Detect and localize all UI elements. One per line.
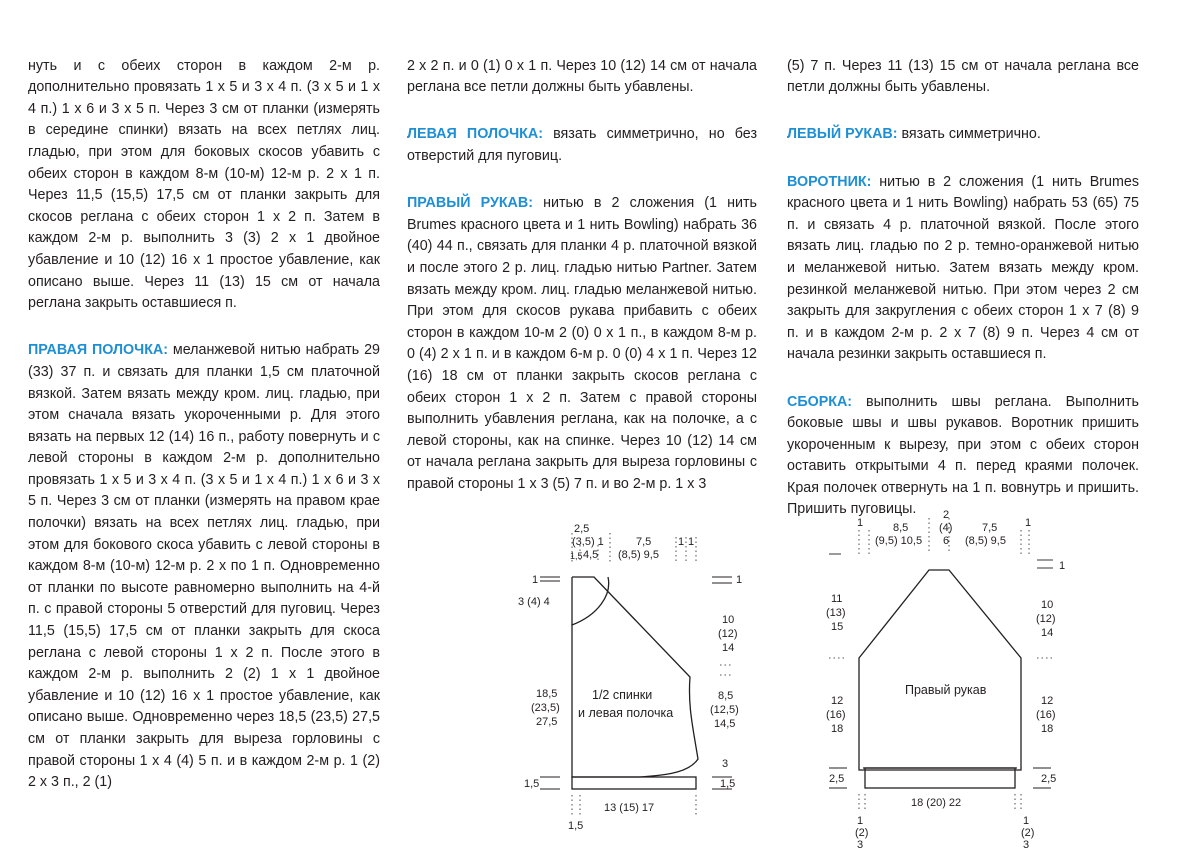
label-right-s1: 12 xyxy=(1041,695,1054,707)
label-top-1b: 1 xyxy=(1025,517,1032,529)
section-heading-collar: ВОРОТНИК: xyxy=(787,173,872,190)
label-left-s2: (16) xyxy=(826,709,846,721)
section-heading-right-front: ПРАВАЯ ПОЛОЧКА: xyxy=(28,342,169,359)
label-bottom-l1: 1 xyxy=(857,815,864,827)
bottom-band xyxy=(572,777,696,789)
right-sleeve-continued: (5) 7 п. Через 11 (13) 15 см от начала реглана все петли должны быть убавлены. xyxy=(787,57,1139,96)
right-front-continued: 2 х 2 п. и 0 (1) 0 х 1 п. Через 10 (12) 14 см от начала реглана все петли должны быть убавлены. xyxy=(407,57,757,96)
label-right-r2: (12) xyxy=(1036,613,1056,625)
collar-text: нитью в 2 сложения (1 нить Brumes красного цвета и 1 нить Bowling) набрать 53 (65) 75 п. и связать 4 р. платочной вязкой. После этого вязать лиц. гладью по 2 р. темно-оранжевой нитью и меланжевой нитью. Затем вязать между кром. резинкой меланжевой нитью. При этом через 2 см закрыть для закругления с обеих сторон 1 х 7 (8) 9 п. и в каждом 2-м р. 2 х 7 (8) 9 п. Через 4 см от начала резинки закрыть оставшиеся п. xyxy=(787,173,1139,363)
sleeve-schematic xyxy=(815,510,1075,850)
label-top-r2: (8,5) 9,5 xyxy=(965,535,1006,547)
label-left-r2: (13) xyxy=(826,607,846,619)
back-front-outline xyxy=(572,577,698,777)
label-top-h: 1 xyxy=(688,536,695,548)
sleeve-outline xyxy=(859,570,1021,770)
label-bottom-r3: 3 xyxy=(1023,839,1030,851)
back-instructions-continued: нуть и с обеих сторон в каждом 2-м р. дополнительно провязать 1 х 5 и 3 х 4 п. (3 х 5 и 1 х 4 п.) 1 х 6 и 3 х 5 п. Через 3 см от планки (измерять в середине спинки) вязать на всех петлях лиц. гладью, при этом для боковых скосов убавить с обеих сторон в каждом 8-м (10-м) 12-м р. 2 х 1 п. Через 11,5 (15,5) 17,5 см от планки закрыть для скосов реглана с обеих сторон 1 х 2 п. Затем в каждом 2-м р. выполнить 3 (3) 2 х 1 двойное убавление и 10 (12) 16 х 1 простое убавление, как описано выше. Через 11 (13) 15 см от начала реглана закрыть оставшиеся п. xyxy=(28,57,380,312)
label-bottom-l3: 3 xyxy=(857,839,864,851)
label-bottom-width: 13 (15) 17 xyxy=(604,802,655,814)
back-front-schematic xyxy=(500,515,790,850)
label-left-1: 1 xyxy=(532,574,539,586)
label-right-1: 1 xyxy=(1059,560,1066,572)
assembly-text: выполнить швы реглана. Выполнить боковые швы и швы рукавов. Воротник пришить укороченным к вырезу, при этом с обеих сторон оставить открытыми 4 п. перед краями полочек. Края полочек отвернуть на 1 п. вовнутрь и пришить. Пришить пуговицы. xyxy=(787,393,1139,518)
text-column-3 xyxy=(787,34,1139,547)
label-left-s3: 18 xyxy=(831,723,844,735)
label-left-band: 2,5 xyxy=(829,773,845,785)
label-top-r1: 7,5 xyxy=(982,522,998,534)
label-right-r3: 14 xyxy=(722,642,735,654)
label-top-c2: (4) xyxy=(939,522,953,534)
label-bottom-r2: (2) xyxy=(1021,827,1035,839)
section-heading-assembly: СБОРКА: xyxy=(787,393,853,410)
assembly-section xyxy=(787,392,1139,522)
label-top-e: 7,5 xyxy=(636,536,652,548)
label-top-c1: 2 xyxy=(943,509,950,521)
label-right-r2: (12) xyxy=(718,628,738,640)
label-right-r1: 10 xyxy=(1041,599,1054,611)
label-top-l2: (9,5) 10,5 xyxy=(875,535,923,547)
left-front-section xyxy=(407,124,757,167)
label-bottom-band: 1,5 xyxy=(568,820,584,832)
label-right-bottom: 1,5 xyxy=(720,778,736,790)
text-column-2 xyxy=(407,34,757,521)
label-right-s3: 18 xyxy=(1041,723,1054,735)
section-heading-left-front: ЛЕВАЯ ПОЛОЧКА: xyxy=(407,126,543,143)
collar-section xyxy=(787,172,1139,366)
label-top-a: 2,5 xyxy=(574,523,590,535)
label-bottom-r1: 1 xyxy=(1023,815,1030,827)
label-top-g: 1 xyxy=(678,536,685,548)
sleeve-cuff xyxy=(865,768,1015,788)
label-top-1a: 1 xyxy=(857,517,864,529)
label-right-r1: 10 xyxy=(722,614,735,626)
label-left-bottom: 1,5 xyxy=(524,778,540,790)
caption-line-1: 1/2 спинки xyxy=(592,688,653,702)
right-front-section xyxy=(28,340,380,793)
label-right-s3: 14,5 xyxy=(714,718,736,730)
left-front-text: вязать симметрично, но без отверстий для пуговиц. xyxy=(407,126,758,164)
sleeve-caption: Правый рукав xyxy=(905,683,987,697)
label-left-r3: 15 xyxy=(831,621,844,633)
left-sleeve-text: вязать симметрично. xyxy=(897,126,1041,143)
label-top-f: (8,5) 9,5 xyxy=(618,549,659,561)
label-bottom-width: 18 (20) 22 xyxy=(911,797,962,809)
label-right-s2: (12,5) xyxy=(710,704,739,716)
label-left-h3: 27,5 xyxy=(536,716,558,728)
text-column-1 xyxy=(28,34,380,819)
label-bottom-l2: (2) xyxy=(855,827,869,839)
label-top-d: 4,5 xyxy=(583,549,599,561)
label-right-3: 3 xyxy=(722,758,729,770)
label-top-l1: 8,5 xyxy=(893,522,909,534)
right-sleeve-text: нитью в 2 сложения (1 нить Brumes красного цвета и 1 нить Bowling) набрать 36 (40) 44 п., связать для планки 4 р. платочной вязкой и после этого 2 р. лиц. гладью нитью Partner. Затем вязать между кром. лиц. гладью меланжевой нитью. При этом для скосов рукава прибавить с обеих сторон в каждом 10-м 2 (0) 0 х 1 п., в каждом 8-м р. 0 (4) 2 х 1 п. и в каждом 6-м р. 0 (0) 4 х 1 п. Через 12 (16) 18 см от планки закрыть скосов реглана с обеих сторон 1 х 2 п. Затем с правой стороны выполнить убавления реглана, как на полочке, а с левой стороны, как на спинке. Через 10 (12) 14 см от начала реглана закрыть для выреза горловины с правой стороны 1 х 3 (5) 7 п. и во 2-м р. 1 х 3 xyxy=(407,195,758,492)
label-right-s1: 8,5 xyxy=(718,690,734,702)
label-left-neck: 3 (4) 4 xyxy=(518,596,550,608)
section-heading-right-sleeve: ПРАВЫЙ РУКАВ: xyxy=(407,195,533,212)
label-top-c: 1,5 xyxy=(570,551,583,561)
label-top-b: (3,5) 1 xyxy=(572,536,604,548)
right-front-text: меланжевой нитью набрать 29 (33) 37 п. и связать для планки 1,5 см платочной вязкой. Затем вязать между кром. лиц. гладью, при этом сначала вязать укороченными р. Для этого вязать на первых 12 (14) 16 п., работу повернуть и с левой стороны в каждом 2-м р. дополнительно провязать 1 х 5 и 3 х 4 п. (3 х 5 и 1 х 4 п.) 1 х 6 и 3 х 5 п. Через 3 см от планки (измерять на правом крае полочки) вязать на всех петлях лиц. гладью, при этом для бокового скоса убавить с левой стороны в каждом 8-м (10-м) 12-м р. 2 х по 1 п. Одновременно от планки по высоте равномерно выполнить на 4-й п. с правой стороны 5 отверстий для пуговиц. Через 11,5 (15,5) 17,5 см от планки закрыть для скоса реглана с левой стороны 1 х 2 п. После этого в каждом 2-м р. выполнить 2 (2) 1 х 1 двойное убавление и 10 (12) 16 х 1 простое убавление, как описано выше. Одновременно через 18,5 (23,5) 27,5 см от планки закрыть для выреза горловины с правой стороны 1 х 4 (4) 5 п. и в каждом 2-м р. 1 (2) 2 х 3 п., 2 (1) xyxy=(28,342,380,791)
label-left-s1: 12 xyxy=(831,695,844,707)
left-sleeve-section xyxy=(787,124,1139,146)
section-heading-left-sleeve: ЛЕВЫЙ РУКАВ: xyxy=(787,126,898,143)
label-right-1: 1 xyxy=(736,574,743,586)
label-right-s2: (16) xyxy=(1036,709,1056,721)
right-sleeve-section xyxy=(407,193,757,495)
label-right-r3: 14 xyxy=(1041,627,1054,639)
label-right-band: 2,5 xyxy=(1041,773,1057,785)
label-left-h1: 18,5 xyxy=(536,688,558,700)
label-top-c3: 6 xyxy=(943,535,950,547)
label-left-r1: 11 xyxy=(831,593,843,605)
label-left-h2: (23,5) xyxy=(531,702,560,714)
caption-line-2: и левая полочка xyxy=(578,706,674,720)
